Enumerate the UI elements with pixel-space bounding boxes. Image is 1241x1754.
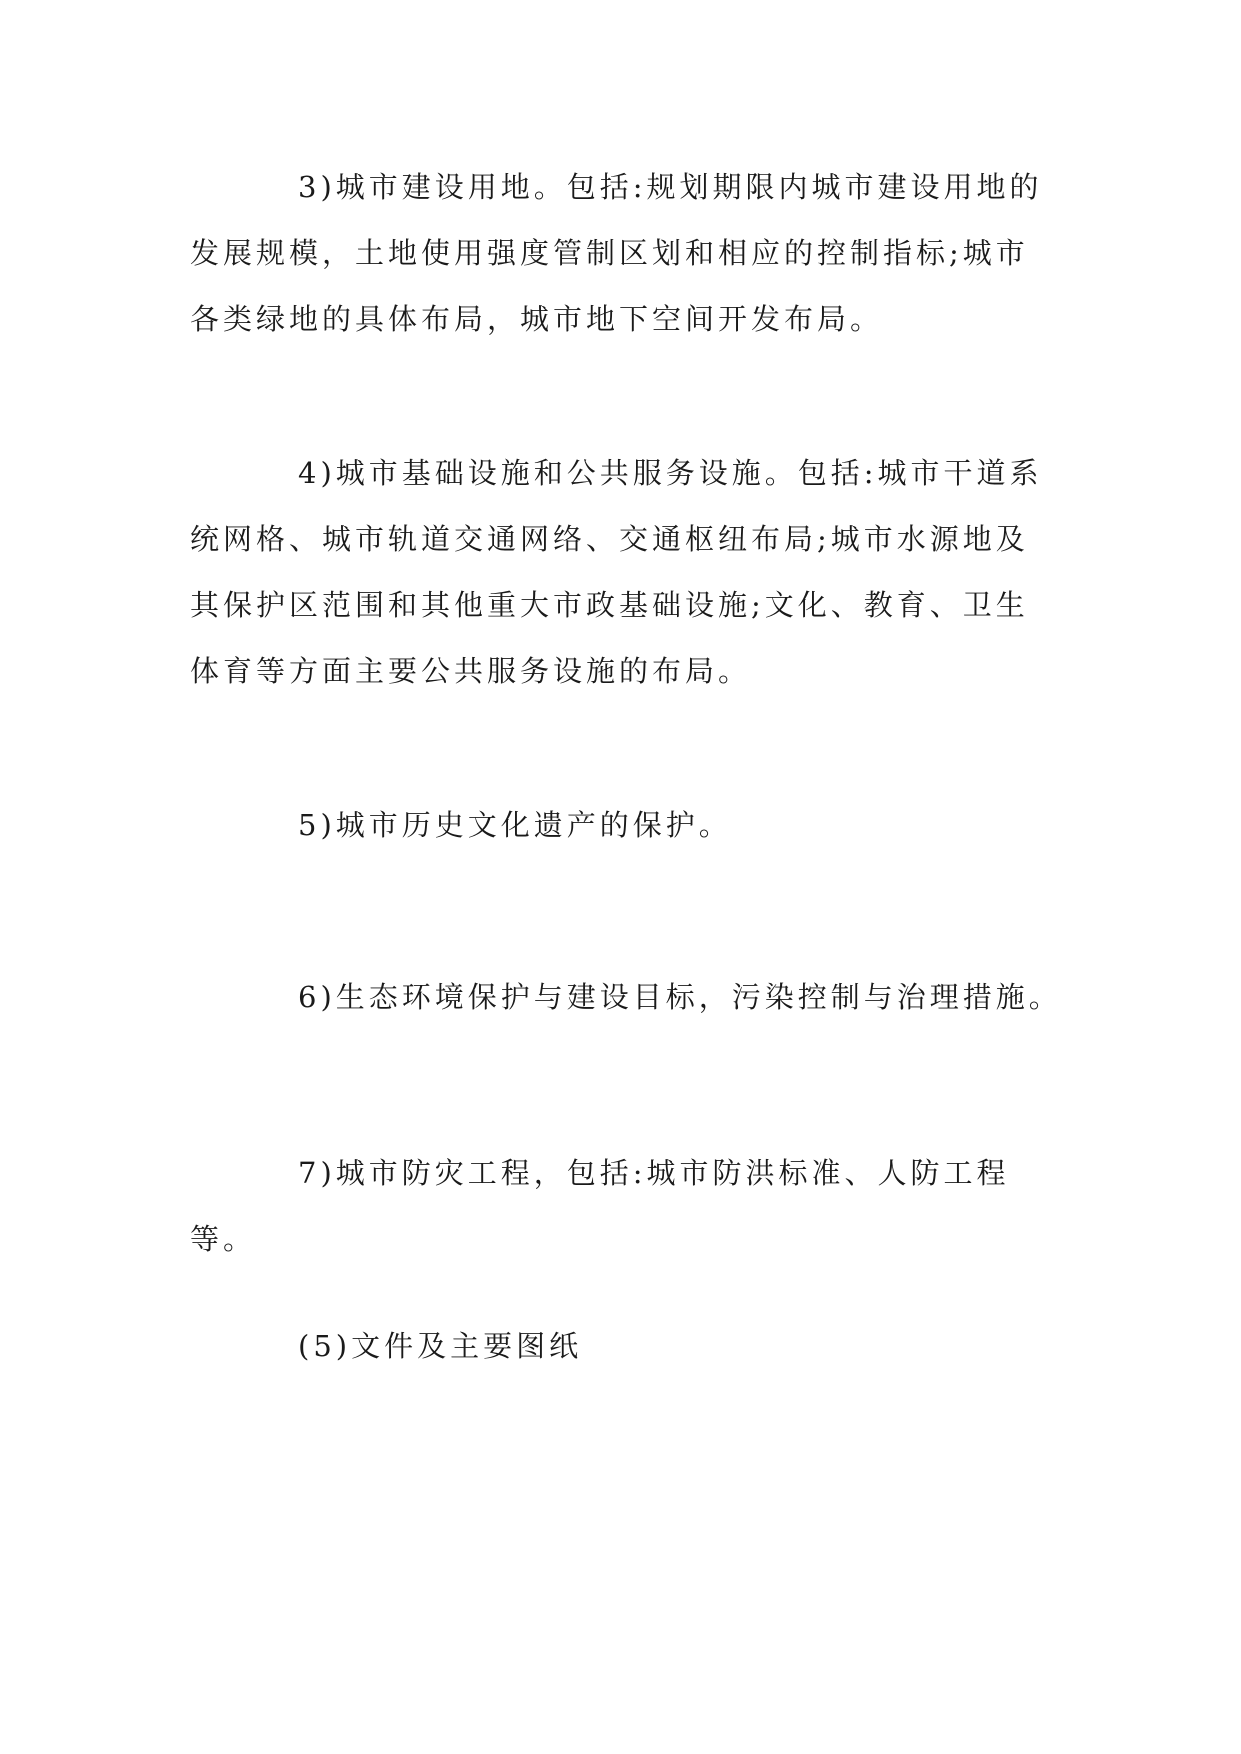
paragraph-ecological-environment: 6)生态环境保护与建设目标，污染控制与治理措施。 [298, 980, 1062, 1014]
paragraph-disaster-prevention: 7)城市防灾工程，包括:城市防洪标准、人防工程等。 [190, 1156, 1010, 1256]
paragraph-urban-construction-land: 3)城市建设用地。包括:规划期限内城市建设用地的发展规模，土地使用强度管制区划和相应的控制指标;城市各类绿地的具体布局，城市地下空间开发布局。 [190, 170, 1043, 336]
paragraph-infrastructure-public-services: 4)城市基础设施和公共服务设施。包括:城市干道系统网格、城市轨道交通网络、交通枢纽布局;城市水源地及其保护区范围和其他重大市政基础设施;文化、教育、卫生体育等方面主要公共服务设施的布局。 [190, 456, 1043, 688]
paragraph-historical-heritage: 5)城市历史文化遗产的保护。 [298, 808, 732, 842]
section-heading-documents-drawings: (5)文件及主要图纸 [298, 1329, 583, 1363]
